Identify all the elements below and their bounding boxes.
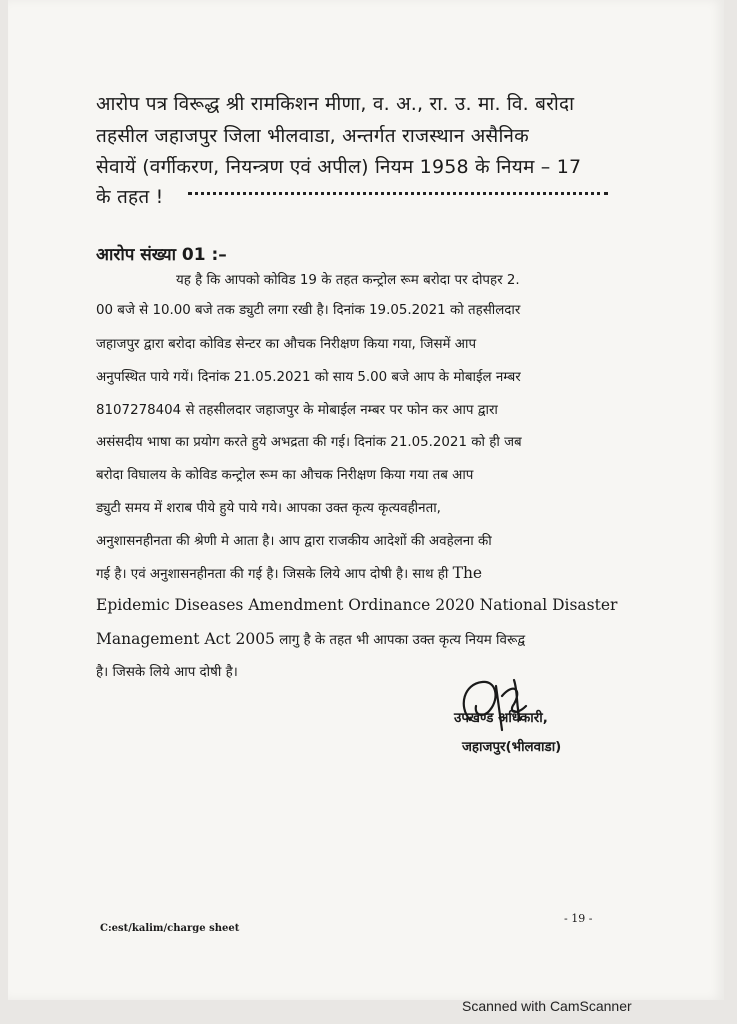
- signatory-place: जहाजपुर(भीलवाडा): [462, 740, 562, 755]
- mixed-line-hindi: लागु है के तहत भी आपका उक्त कृत्य नियम विरूद्व: [279, 633, 526, 648]
- document-page: [8, 0, 724, 1000]
- dotted-separator: [188, 192, 608, 195]
- page-number: - 19 -: [564, 912, 593, 925]
- body-last-line: है। जिसके लिये आप दोषी है।: [96, 665, 238, 680]
- body-line: [96, 564, 482, 582]
- header-line-1: आरोप पत्र विरूद्ध श्री रामकिशन मीणा, व. अ., रा. उ. मा. वि. बरोदा: [96, 93, 575, 115]
- body-line: अनुशासनहीनता की श्रेणी मे आता है। आप द्वारा राजकीय आदेशों की अवहेलना की: [96, 534, 492, 549]
- mixed-line: [96, 630, 525, 648]
- english-inline: The: [452, 564, 483, 582]
- signatory-title: उपखण्ड अधिकारी,: [454, 711, 548, 726]
- scanner-watermark: Scanned with CamScanner: [462, 998, 632, 1014]
- body-line: असंसदीय भाषा का प्रयोग करते हुये अभद्रता की गई। दिनांक 21.05.2021 को ही जब: [96, 435, 522, 450]
- charge-heading: आरोप संख्या 01 :–: [96, 245, 227, 265]
- header-line-3: सेवायें (वर्गीकरण, नियन्त्रण एवं अपील) नियम 1958 के नियम – 17: [96, 156, 582, 178]
- body-line: जहाजपुर द्वारा बरोदा कोविड सेन्टर का औचक निरीक्षण किया गया, जिसमें आप: [96, 337, 477, 352]
- body-line: बरोदा विघालय के कोविड कन्ट्रोल रूम का औचक निरीक्षण किया गया तब आप: [96, 468, 474, 483]
- header-line-4: के तहत !: [96, 186, 164, 208]
- body-line: यह है कि आपको कोविड 19 के तहत कन्ट्रोल रूम बरोदा पर दोपहर 2.: [176, 273, 520, 288]
- footer-file-path: C:est/kalim/charge sheet: [100, 923, 240, 934]
- signature-scribble: [456, 676, 576, 736]
- body-line: 8107278404 से तहसीलदार जहाजपुर के मोबाईल नम्बर पर फोन कर आप द्वारा: [96, 403, 498, 418]
- body-line: 00 बजे से 10.00 बजे तक ड्युटी लगा रखी है। दिनांक 19.05.2021 को तहसीलदार: [96, 303, 521, 318]
- body-line-text: गई है। एवं अनुशासनहीनता की गई है। जिसके लिये आप दोषी है। साथ ही: [96, 567, 449, 582]
- body-line: अनुपस्थित पाये गयें। दिनांक 21.05.2021 को साय 5.00 बजे आप के मोबाईल नम्बर: [96, 370, 521, 385]
- header-line-2: तहसील जहाजपुर जिला भीलवाडा, अन्तर्गत राजस्थान असैनिक: [96, 125, 529, 147]
- act-name: Management Act 2005: [96, 630, 275, 648]
- english-line: Epidemic Diseases Amendment Ordinance 2020 National Disaster: [96, 596, 618, 614]
- body-line: ड्युटी समय में शराब पीये हुये पाये गये। आपका उक्त कृत्य कृत्यवहीनता,: [96, 501, 441, 516]
